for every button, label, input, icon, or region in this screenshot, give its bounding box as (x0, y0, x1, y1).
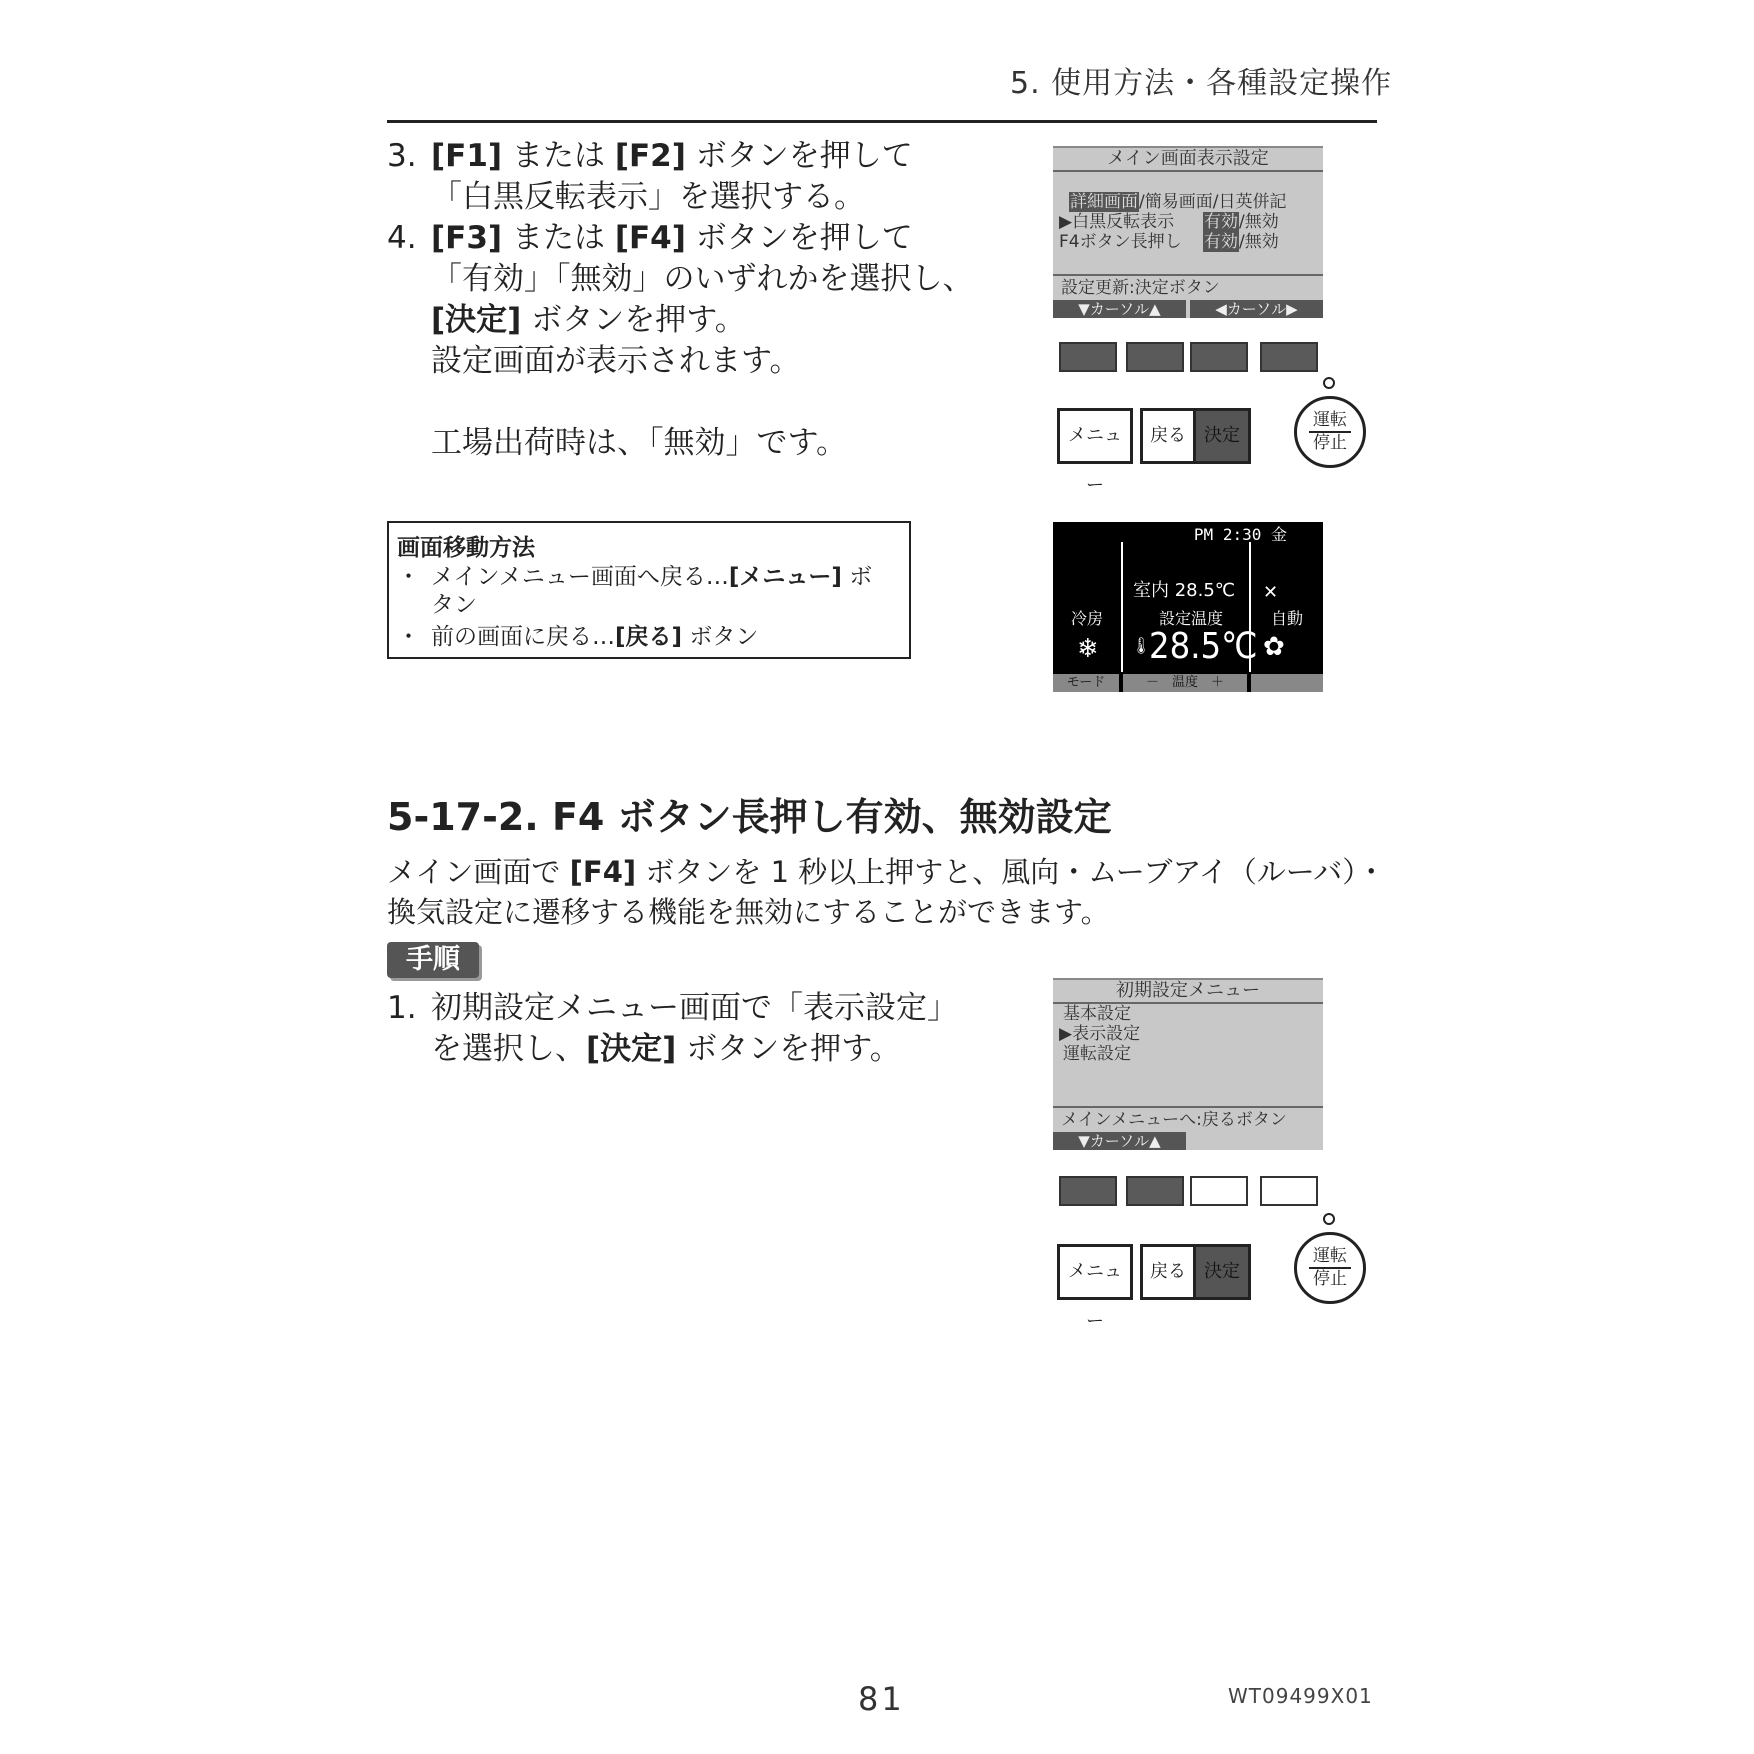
power-label-stop: 停止 (1309, 431, 1351, 453)
para-prefix: メイン画面で (387, 855, 570, 889)
f4-button-2[interactable] (1260, 1176, 1318, 1206)
note-menu-tan: タン (431, 592, 477, 618)
step-4-number: 4. (387, 220, 417, 256)
screen-divider (1053, 274, 1323, 276)
highlight-enabled-2: 有効 (1204, 232, 1238, 252)
procedure-badge: 手順 (387, 942, 479, 978)
highlight-detail: 詳細画面 (1070, 192, 1138, 212)
screen-initial-settings-menu (1053, 978, 1323, 1150)
menu-item-operation: 運転設定 (1063, 1044, 1131, 1064)
screen-set-temp: 28.5℃ (1149, 626, 1258, 667)
key-enter: [決定] (431, 302, 522, 338)
f1-button[interactable] (1059, 342, 1117, 372)
screen-mode-label: 冷房 (1071, 609, 1104, 628)
menu-item-basic: 基本設定 (1063, 1004, 1131, 1024)
power-label-run-2: 運転 (1313, 1246, 1347, 1266)
note-menu-key: [メニュー] (728, 564, 842, 590)
note-item-back (397, 623, 897, 651)
screen-room-temp: 室内 28.5℃ (1133, 580, 1236, 601)
step-1-press: ボタンを押す。 (676, 1031, 901, 1067)
airflow-icon: ✕ (1263, 582, 1279, 603)
header-rule (387, 120, 1377, 123)
fkey-label-mode: モード (1053, 674, 1119, 692)
f2-button-2[interactable] (1126, 1176, 1184, 1206)
step-1-line-1: 初期設定メニュー画面で「表示設定」 (431, 990, 958, 1026)
row-detail-rest: /簡易画面/日英併記 (1139, 192, 1287, 212)
step-3-line-2: 「白黒反転表示」を選択する。 (431, 179, 865, 215)
note-back-desc: 前の画面に戻る… (431, 624, 615, 650)
screen-row-f4 (1059, 232, 1182, 252)
f1-button-2[interactable] (1059, 1176, 1117, 1206)
screen3-divider (1053, 1106, 1323, 1108)
step-3-line-1 (431, 136, 913, 177)
screen-main-display-settings (1053, 146, 1323, 318)
f3-button-2[interactable] (1190, 1176, 1248, 1206)
row-invert-label: ▶白黒反転表示 (1059, 212, 1175, 232)
key-f3: [F3] (431, 220, 503, 256)
steps-top (387, 136, 974, 476)
step-4-line-4: 設定画面が表示されます。 (431, 343, 801, 379)
power-button[interactable] (1294, 396, 1366, 468)
back-button[interactable]: 戻る (1140, 408, 1196, 464)
screen-main-inverted (1053, 522, 1323, 692)
note-item-menu-text (431, 563, 872, 591)
screen-row-invert (1059, 212, 1174, 232)
section-paragraph-line-1 (387, 850, 1386, 891)
step-4-line-3 (431, 300, 746, 341)
power-led-2 (1323, 1213, 1335, 1225)
step-4-or: または (502, 220, 615, 256)
section-header: 5. 使用方法・各種設定操作 (1010, 66, 1393, 101)
screen3-footer: メインメニューへ:戻るボタン (1061, 1110, 1287, 1130)
menu-button-2[interactable]: メニュー (1057, 1244, 1133, 1300)
power-label-run: 運転 (1313, 410, 1347, 430)
step-1-key-enter: [決定] (586, 1031, 677, 1067)
screen-auto-label: 自動 (1271, 609, 1304, 628)
power-label-stop-2: 停止 (1309, 1267, 1351, 1289)
key-f1: [F1] (431, 138, 503, 174)
menu-button[interactable]: メニュー (1057, 408, 1133, 464)
screen-divider-left (1121, 542, 1123, 672)
note-item-back-text (431, 623, 758, 651)
step-4-press: ボタンを押して (685, 220, 913, 256)
note-menu-desc: メインメニュー画面へ戻る… (431, 564, 729, 590)
f4-button[interactable] (1260, 342, 1318, 372)
power-button-2[interactable] (1294, 1232, 1366, 1304)
screen-row-detail (1069, 192, 1286, 212)
fkey-label-cursor-leftright: ◀カーソル▶ (1190, 300, 1323, 318)
cooling-snowflake-icon: ❄ (1077, 634, 1099, 664)
factory-default-note: 工場出荷時は、「無効」です。 (431, 425, 848, 461)
step-1-number: 1. (387, 990, 417, 1026)
navigation-note (387, 521, 911, 659)
f3-button[interactable] (1190, 342, 1248, 372)
screen-row-f4-value (1203, 232, 1279, 252)
step-3-or: または (502, 138, 615, 174)
enter-button[interactable]: 決定 (1193, 408, 1251, 464)
screen-row-invert-value (1203, 212, 1279, 232)
document-code: WT09499X01 (1228, 1684, 1373, 1708)
screen-set-temp-label: 設定温度 (1159, 609, 1224, 628)
menu-item-display: ▶表示設定 (1059, 1024, 1141, 1044)
key-f2: [F2] (614, 138, 686, 174)
f2-button[interactable] (1126, 342, 1184, 372)
step-4-line-2: 「有効」「無効」のいずれかを選択し、 (431, 261, 974, 297)
note-back-btn: ボタン (682, 624, 759, 650)
step-1 (387, 988, 958, 1078)
step-3-number: 3. (387, 138, 417, 174)
back-button-2[interactable]: 戻る (1140, 1244, 1196, 1300)
step-1-line-2 (431, 1029, 901, 1070)
thermometer-icon: 🌡 (1131, 636, 1152, 655)
para-suffix: ボタンを 1 秒以上押すと、風向・ムーブアイ（ルーバ）・ (636, 855, 1386, 889)
power-led (1323, 377, 1335, 389)
section-title: 5-17-2. F4 ボタン長押し有効、無効設定 (387, 795, 1112, 839)
highlight-enabled-1: 有効 (1204, 212, 1238, 232)
row-f4-label: F4ボタン長押し (1059, 232, 1182, 252)
note-item-menu (397, 563, 897, 591)
screen3-fkey-cursor: ▼カーソル▲ (1053, 1132, 1186, 1150)
step-4-press-btn: ボタンを押す。 (521, 302, 746, 338)
note-back-key: [戻る] (615, 624, 683, 650)
screen-clock: PM 2:30 金 (1193, 525, 1287, 544)
fkey-label-temp: － 温度 ＋ (1123, 674, 1247, 692)
screen3-title: 初期設定メニュー (1053, 980, 1323, 1004)
row-invert-disabled: /無効 (1239, 212, 1279, 232)
fkey-label-cursor-updown: ▼カーソル▲ (1053, 300, 1186, 318)
step-4-line-1 (431, 218, 913, 259)
step-1-select: を選択し、 (431, 1031, 586, 1067)
screen-footer: 設定更新:決定ボタン (1061, 278, 1220, 298)
fan-icon: ✿ (1263, 632, 1285, 662)
note-item-menu-cont (397, 591, 897, 619)
page-number: 81 (858, 1680, 905, 1718)
fkey-label-fan (1251, 674, 1323, 692)
para-key-f4: [F4] (569, 855, 637, 889)
step-3-press: ボタンを押して (685, 138, 913, 174)
note-bullet-2: ・ (397, 624, 420, 650)
note-title: 画面移動方法 (397, 535, 535, 561)
enter-button-2[interactable]: 決定 (1193, 1244, 1251, 1300)
note-menu-bo: ボ (841, 564, 873, 590)
key-f4: [F4] (614, 220, 686, 256)
screen-title: メイン画面表示設定 (1053, 148, 1323, 172)
section-paragraph-line-2: 換気設定に遷移する機能を無効にすることができます。 (387, 895, 1110, 929)
row-f4-disabled: /無効 (1239, 232, 1279, 252)
note-bullet-1: ・ (397, 564, 420, 590)
